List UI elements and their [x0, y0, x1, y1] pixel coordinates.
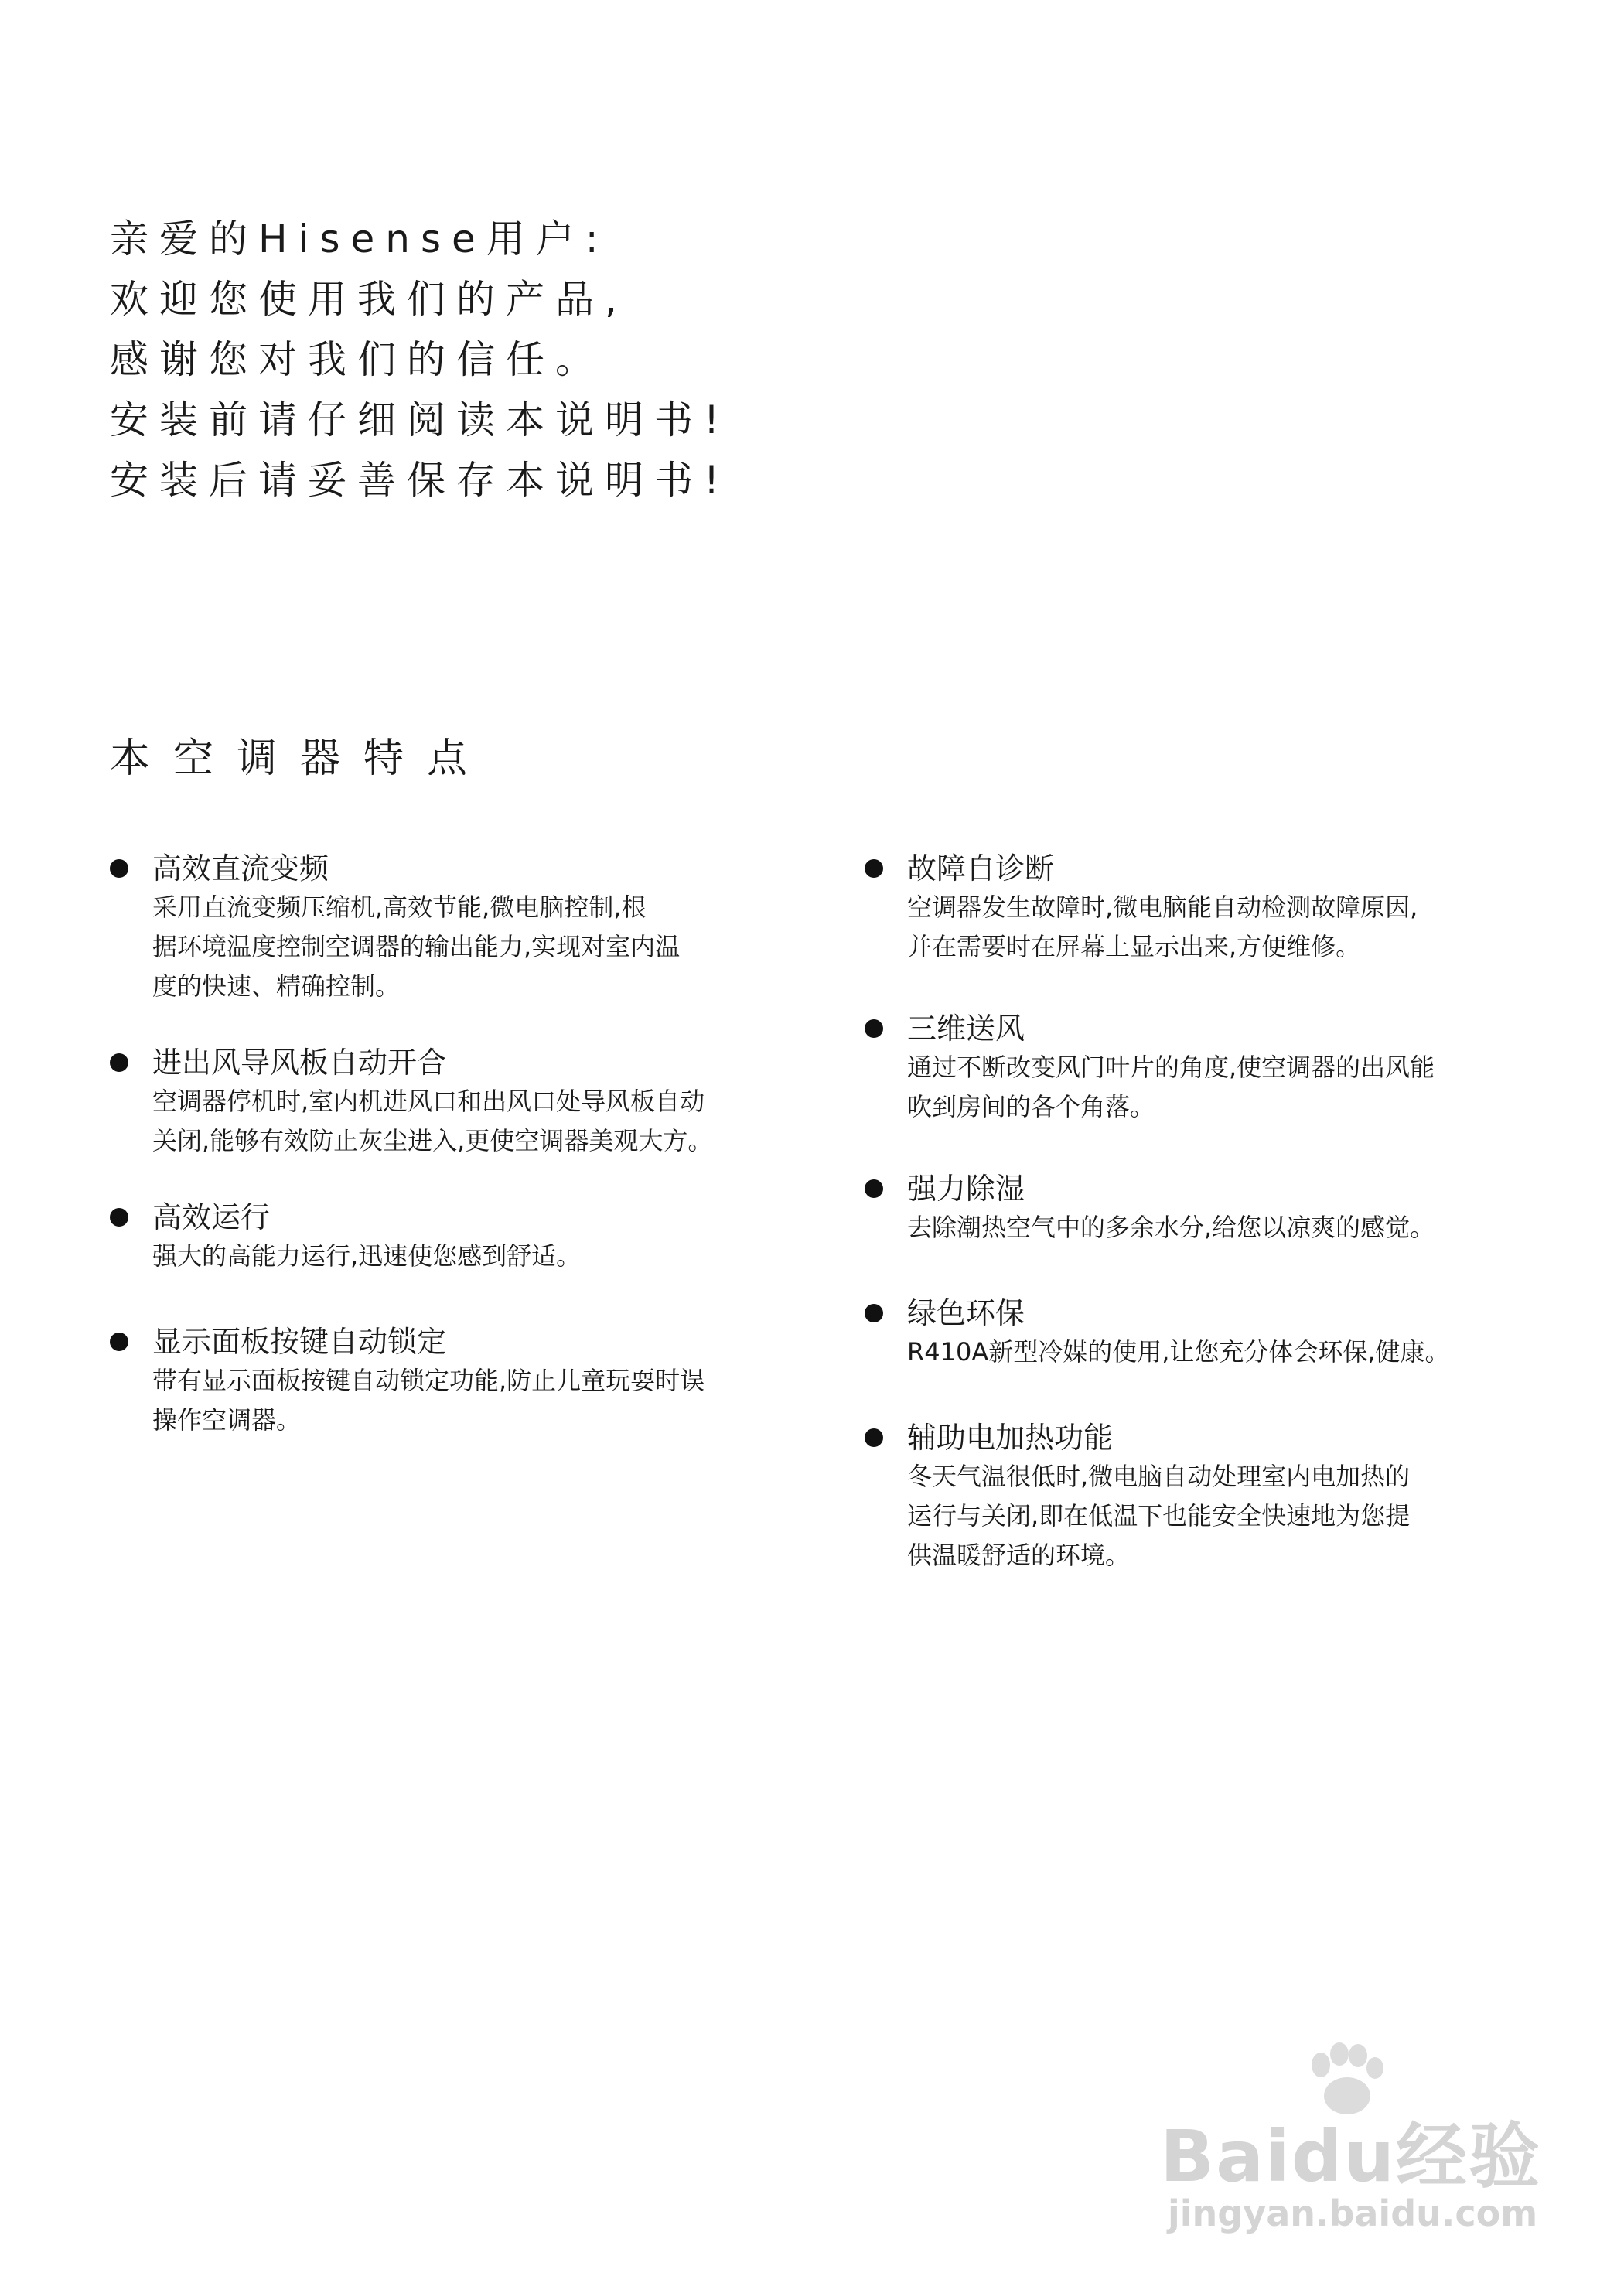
- section-title: 本空调器特点: [110, 735, 491, 782]
- bullet-icon: [865, 1428, 883, 1447]
- feature-text: 据环境温度控制空调器的输出能力,实现对室内温: [152, 932, 681, 961]
- feature-text: 度的快速、精确控制。: [152, 971, 401, 1001]
- feature-item: [865, 1169, 1561, 1247]
- watermark-url: jingyan.baidu.com: [1168, 2193, 1538, 2234]
- feature-item: [110, 1198, 821, 1276]
- bullet-icon: [865, 1304, 883, 1322]
- feature-title: 故障自诊断: [907, 851, 1055, 886]
- bullet-icon: [865, 1179, 883, 1198]
- greeting-line: 感谢您对我们的信任。: [110, 337, 605, 382]
- feature-text: 冬天气温很低时,微电脑自动处理室内电加热的: [907, 1462, 1411, 1491]
- feature-title: 三维送风: [907, 1012, 1025, 1046]
- greeting-line: 安装后请妥善保存本说明书!: [110, 458, 731, 503]
- baidu-watermark: [1160, 2026, 1562, 2243]
- feature-text: 通过不断改变风门叶片的角度,使空调器的出风能: [907, 1053, 1435, 1082]
- bullet-icon: [110, 1053, 128, 1072]
- feature-title: 进出风导风板自动开合: [152, 1046, 447, 1080]
- feature-text: 操作空调器。: [152, 1405, 302, 1435]
- feature-title: 显示面板按键自动锁定: [152, 1325, 447, 1359]
- feature-item: [110, 1043, 821, 1161]
- greeting-line: 亲爱的Hisense用户:: [110, 217, 609, 261]
- feature-text: 运行与关闭,即在低温下也能安全快速地为您提: [907, 1501, 1411, 1531]
- feature-text: 强大的高能力运行,迅速使您感到舒适。: [152, 1241, 582, 1271]
- feature-item: [110, 849, 821, 1006]
- feature-text: 并在需要时在屏幕上显示出来,方便维修。: [907, 932, 1361, 961]
- feature-item: [865, 1294, 1561, 1372]
- feature-text: R410A新型冷媒的使用,让您充分体会环保,健康。: [907, 1337, 1450, 1367]
- greeting-line: 欢迎您使用我们的产品,: [110, 277, 628, 322]
- feature-text: 吹到房间的各个角落。: [907, 1092, 1155, 1121]
- features-left-column: [110, 849, 821, 1440]
- feature-title: 强力除湿: [907, 1172, 1025, 1206]
- bullet-icon: [110, 1333, 128, 1351]
- feature-text: 空调器停机时,室内机进风口和出风口处导风板自动: [152, 1087, 705, 1116]
- feature-title: 辅助电加热功能: [907, 1421, 1114, 1455]
- features-right-column: [865, 849, 1561, 1575]
- feature-title: 高效直流变频: [152, 851, 329, 886]
- feature-text: 关闭,能够有效防止灰尘进入,更使空调器美观大方。: [152, 1126, 713, 1155]
- bullet-icon: [865, 859, 883, 878]
- feature-item: [110, 1322, 821, 1440]
- feature-title: 绿色环保: [907, 1296, 1025, 1330]
- feature-text: 采用直流变频压缩机,高效节能,微电脑控制,根: [152, 892, 647, 922]
- feature-title: 高效运行: [152, 1200, 271, 1234]
- feature-item: [865, 1418, 1561, 1575]
- feature-text: 带有显示面板按键自动锁定功能,防止儿童玩耍时误: [152, 1366, 705, 1395]
- feature-text: 空调器发生故障时,微电脑能自动检测故障原因,: [907, 892, 1418, 922]
- feature-text: 供温暖舒适的环境。: [907, 1541, 1131, 1570]
- watermark-logo: Baidu经验: [1160, 2115, 1542, 2198]
- greeting-block: [110, 209, 1038, 510]
- bullet-icon: [110, 859, 128, 878]
- bullet-icon: [865, 1019, 883, 1038]
- feature-item: [865, 849, 1561, 967]
- feature-text: 去除潮热空气中的多余水分,给您以凉爽的感觉。: [907, 1213, 1435, 1242]
- bullet-icon: [110, 1208, 128, 1227]
- feature-item: [865, 1009, 1561, 1127]
- greeting-line: 安装前请仔细阅读本说明书!: [110, 398, 731, 442]
